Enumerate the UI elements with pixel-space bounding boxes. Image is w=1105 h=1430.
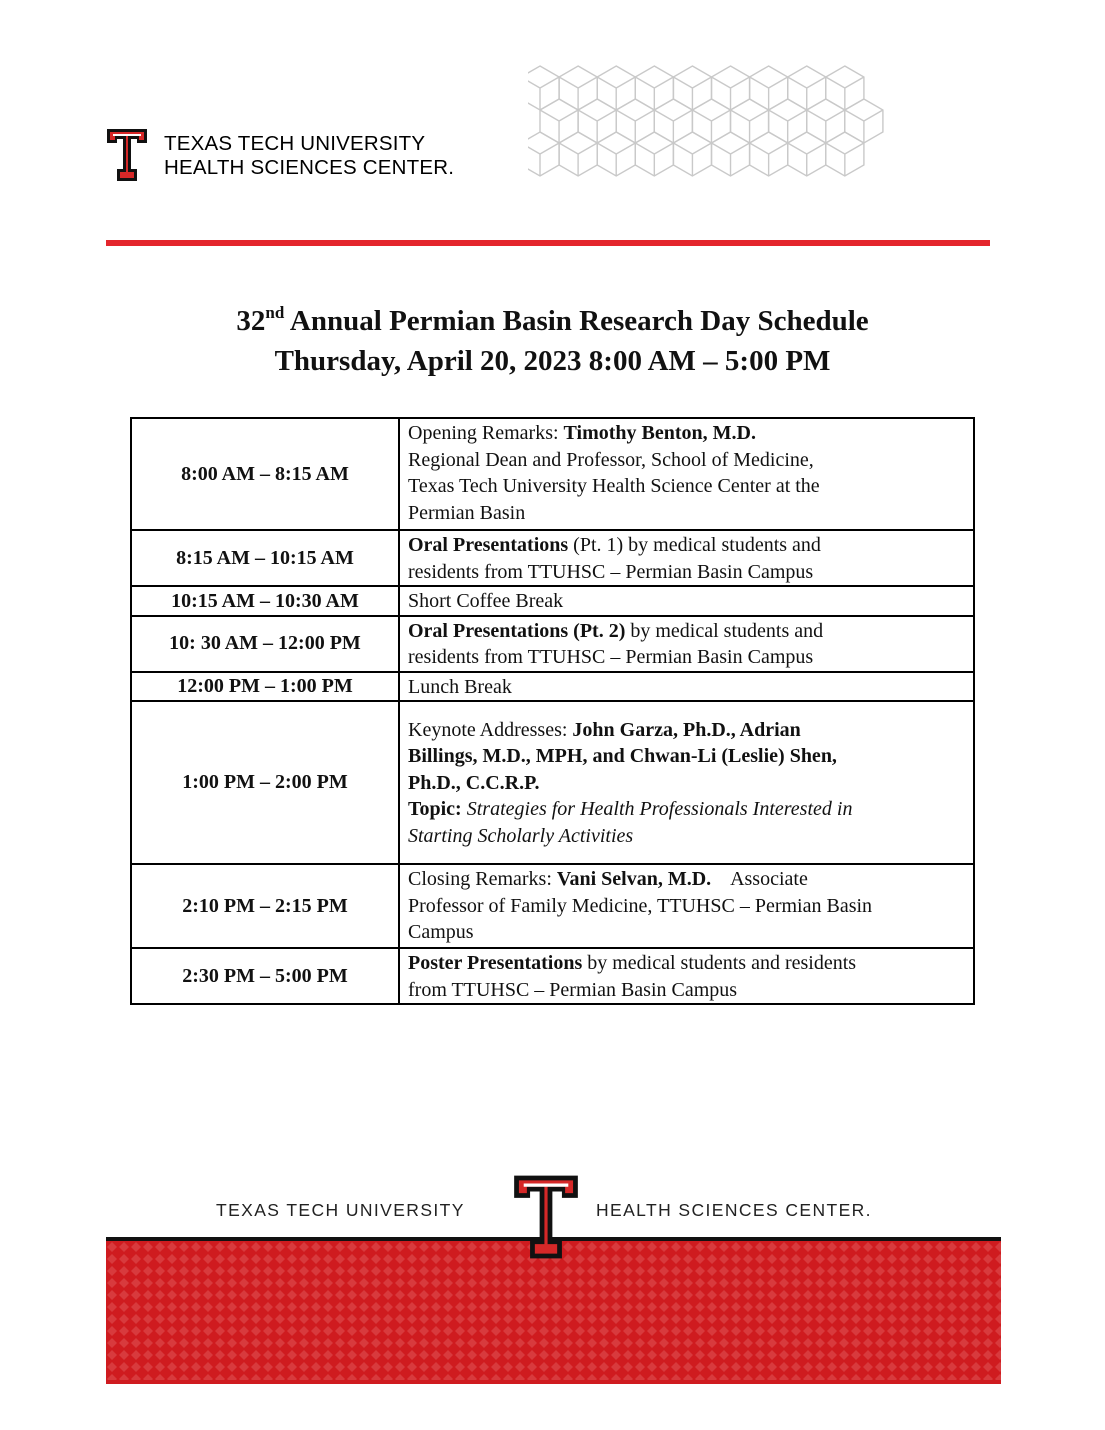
cube-edge: [578, 110, 616, 143]
cube-edge: [654, 110, 692, 143]
speaker-name: Billings, M.D., MPH, and Chwan-Li (Leslie) Shen,: [408, 745, 837, 768]
desc-text: by medical students and: [625, 619, 824, 642]
session-title: Poster Presentations: [408, 952, 583, 974]
description-cell: [399, 948, 974, 1004]
time-cell: 12:00 PM – 1:00 PM: [131, 672, 399, 702]
topic-text: Starting Scholarly Activities: [408, 824, 634, 847]
page-title: [0, 305, 1105, 338]
desc-text: residents from TTUHSC – Permian Basin Campus: [408, 646, 814, 668]
description-cell: [399, 864, 974, 948]
description-cell: Lunch Break: [399, 672, 974, 702]
hexagon-shape: [528, 66, 559, 110]
footer-band-pattern: [106, 1241, 1001, 1380]
time-cell: 10: 30 AM – 12:00 PM: [131, 616, 399, 672]
title-ordinal-number: 32: [236, 305, 266, 337]
table-row: [131, 586, 974, 616]
cube-edge: [597, 77, 635, 110]
description-cell: Short Coffee Break: [399, 586, 974, 616]
cube-edge: [540, 110, 578, 143]
desc-text: Opening Remarks:: [408, 422, 564, 444]
desc-text: Permian Basin: [408, 501, 526, 524]
header-logo: [106, 128, 454, 182]
desc-text: from TTUHSC – Permian Basin Campus: [408, 978, 738, 1001]
topic-text: Strategies for Health Professionals Interested in: [461, 798, 853, 821]
time-cell: 8:00 AM – 8:15 AM: [131, 418, 399, 530]
cube-edge: [731, 110, 769, 143]
desc-text: (Pt. 1): [568, 534, 629, 556]
time-cell: 10:15 AM – 10:30 AM: [131, 586, 399, 616]
table-row: [131, 701, 974, 864]
cube-edge: [616, 110, 654, 143]
cube-edge: [826, 143, 864, 176]
title-line1-rest: Annual Permian Basin Research Day Schedule: [284, 305, 869, 337]
description-cell: [399, 701, 974, 864]
cube-edge: [712, 143, 750, 176]
title-ordinal-suffix: nd: [265, 303, 285, 322]
double-t-icon: [106, 128, 148, 182]
table-row: [131, 418, 974, 530]
desc-text: Associate: [711, 868, 808, 890]
time-cell: 2:10 PM – 2:15 PM: [131, 864, 399, 948]
footer-right-text: HEALTH SCIENCES CENTER.: [596, 1200, 872, 1220]
description-cell: [399, 418, 974, 530]
topic-label: Topic:: [408, 798, 462, 821]
cube-edge: [807, 110, 845, 143]
speaker-name: Ph.D., C.C.R.P.: [408, 771, 540, 794]
cube-edge: [845, 110, 883, 143]
header-rule: [106, 240, 990, 246]
time-cell: 8:15 AM – 10:15 AM: [131, 530, 399, 586]
header-wordmark: [164, 132, 454, 180]
desc-text: Campus: [408, 921, 474, 943]
cube-edge: [673, 143, 711, 176]
cube-edge: [559, 143, 597, 176]
hexagon-pattern: [528, 64, 968, 216]
desc-text: by medical students and: [628, 534, 821, 556]
time-cell: 1:00 PM – 2:00 PM: [131, 701, 399, 864]
desc-text: Professor of Family Medicine, TTUHSC – Permian Basin: [408, 894, 873, 917]
desc-text: residents from TTUHSC – Permian Basin Campus: [408, 560, 814, 583]
cube-edge: [712, 77, 750, 110]
schedule-table: [130, 417, 975, 1005]
speaker-name: John Garza, Ph.D., Adrian: [572, 718, 801, 741]
cube-edge: [788, 77, 826, 110]
table-row: [131, 616, 974, 672]
cube-edge: [597, 143, 635, 176]
double-t-icon: [512, 1174, 580, 1260]
desc-text: Closing Remarks:: [408, 868, 557, 890]
header-wordmark-line1: TEXAS TECH UNIVERSITY: [164, 132, 426, 155]
cube-edge: [788, 143, 826, 176]
cube-edge: [559, 77, 597, 110]
hexagon-shape: [528, 132, 559, 176]
footer-left-text: TEXAS TECH UNIVERSITY: [216, 1200, 465, 1220]
speaker-name: Vani Selvan, M.D.: [556, 868, 712, 890]
table-row: [131, 948, 974, 1004]
cube-edge: [692, 110, 730, 143]
table-row: [131, 864, 974, 948]
cube-edge: [673, 77, 711, 110]
desc-text: Keynote Addresses:: [408, 718, 573, 741]
description-cell: [399, 530, 974, 586]
cube-edge: [750, 77, 788, 110]
table-row: [131, 672, 974, 702]
page-subtitle: Thursday, April 20, 2023 8:00 AM – 5:00 PM: [274, 345, 831, 377]
cube-edge: [826, 77, 864, 110]
session-title: Oral Presentations: [408, 534, 569, 556]
cube-edge: [635, 143, 673, 176]
cube-edge: [635, 77, 673, 110]
desc-text: by medical students and residents: [582, 952, 857, 974]
desc-text: Regional Dean and Professor, School of Medicine,: [408, 448, 814, 471]
cube-edge: [769, 110, 807, 143]
session-title: Oral Presentations (Pt. 2): [408, 619, 626, 642]
time-cell: 2:30 PM – 5:00 PM: [131, 948, 399, 1004]
desc-text: Texas Tech University Health Science Center at the: [408, 475, 820, 497]
cube-edge: [750, 143, 788, 176]
header-wordmark-line2: HEALTH SCIENCES CENTER.: [164, 156, 455, 179]
description-cell: [399, 616, 974, 672]
speaker-name: Timothy Benton, M.D.: [563, 422, 756, 444]
table-row: [131, 530, 974, 586]
